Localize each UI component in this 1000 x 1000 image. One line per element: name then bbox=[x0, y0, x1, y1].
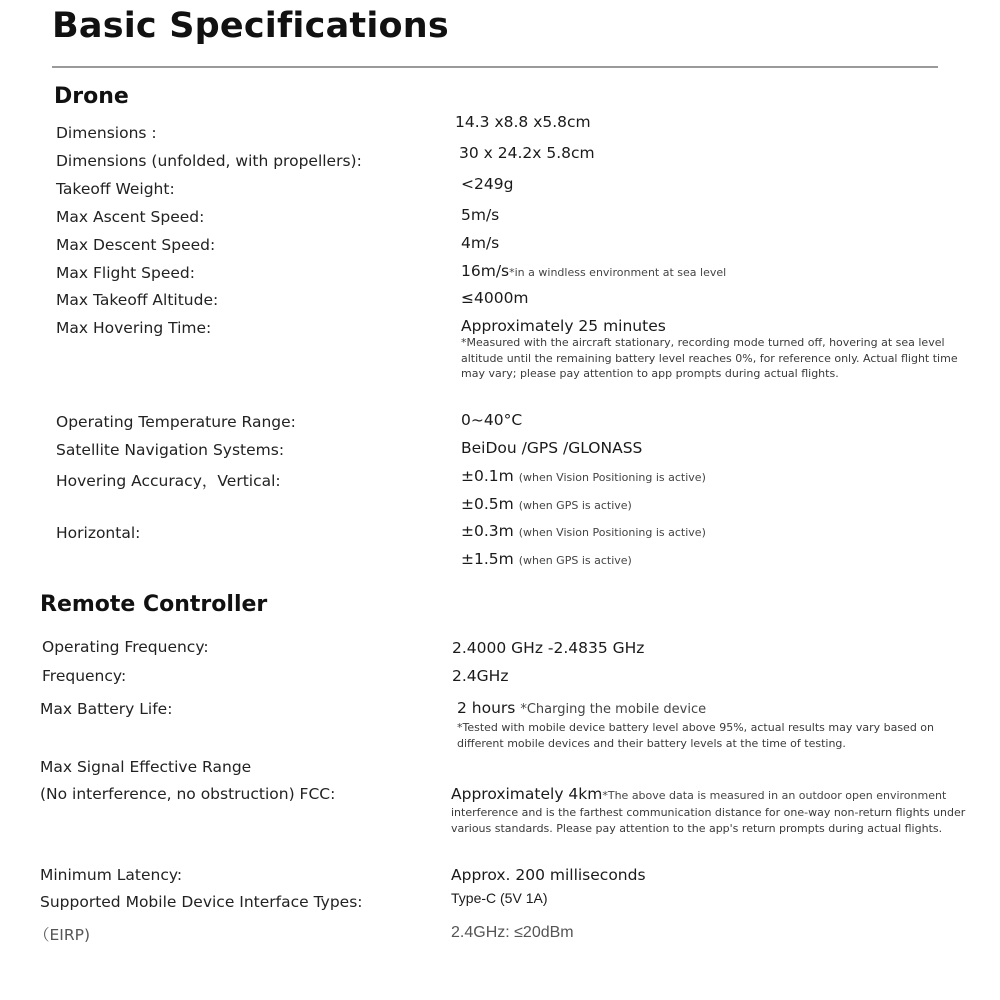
horizontal-gps-accuracy bbox=[461, 550, 632, 568]
operating-frequency-label: Operating Frequency: bbox=[42, 638, 209, 656]
takeoff-weight-label: Takeoff Weight: bbox=[56, 180, 175, 198]
remote-controller-section-heading: Remote Controller bbox=[40, 592, 268, 617]
eirp-label: （EIRP) bbox=[34, 926, 91, 944]
max-flight-speed-label: Max Flight Speed: bbox=[56, 264, 195, 282]
satellite-navigation-label: Satellite Navigation Systems: bbox=[56, 441, 285, 459]
horizontal-vision-accuracy bbox=[461, 522, 706, 540]
max-takeoff-altitude-value: ≤4000m bbox=[461, 289, 529, 307]
unfolded-dimensions-value: 30 x 24.2x 5.8cm bbox=[459, 144, 595, 162]
horizontal-vision-value: ±0.3m bbox=[461, 522, 514, 540]
dimensions-label: Dimensions : bbox=[56, 124, 157, 142]
operating-frequency-value: 2.4000 GHz -2.4835 GHz bbox=[452, 639, 645, 657]
drone-section-heading: Drone bbox=[54, 84, 129, 109]
max-battery-life-value bbox=[457, 699, 706, 717]
operating-temperature-value: 0~40°C bbox=[461, 411, 523, 429]
max-signal-range-label: Max Signal Effective Range bbox=[40, 758, 252, 776]
interface-types-label: Supported Mobile Device Interface Types: bbox=[40, 893, 363, 911]
satellite-navigation-value: BeiDou /GPS /GLONASS bbox=[461, 439, 643, 457]
max-flight-speed-number: 16m/s bbox=[461, 262, 510, 280]
dimensions-value: 14.3 x8.8 x5.8cm bbox=[455, 113, 591, 131]
interface-types-value: Type-C (5V 1A) bbox=[451, 890, 548, 906]
frequency-value: 2.4GHz bbox=[452, 667, 509, 685]
max-signal-range-condition-label: (No interference, no obstruction) FCC: bbox=[40, 785, 336, 803]
title-divider bbox=[52, 66, 938, 68]
max-flight-speed-note: *in a windless environment at sea level bbox=[509, 266, 727, 279]
vertical-gps-note: (when GPS is active) bbox=[518, 499, 632, 512]
max-takeoff-altitude-label: Max Takeoff Altitude: bbox=[56, 291, 219, 309]
vertical-gps-value: ±0.5m bbox=[461, 495, 514, 513]
max-ascent-speed-value: 5m/s bbox=[461, 206, 500, 224]
max-hovering-time-note: *Measured with the aircraft stationary, recording mode turned off, hovering at sea level altitude until the remaining battery level reaches 0%, for reference only. Actual flight time may vary; please pay attention to app prompts during actual flights. bbox=[461, 336, 958, 380]
vertical-gps-accuracy bbox=[461, 495, 632, 513]
unfolded-dimensions-label: Dimensions (unfolded, with propellers): bbox=[56, 152, 362, 170]
max-battery-life-note: *Tested with mobile device battery level above 95%, actual results may vary based on different mobile devices and their battery levels at the time of testing. bbox=[457, 721, 935, 750]
page-title: Basic Specifications bbox=[52, 6, 449, 46]
max-signal-range-number: Approximately 4km bbox=[451, 785, 603, 803]
takeoff-weight-value: <249g bbox=[461, 175, 514, 193]
max-ascent-speed-label: Max Ascent Speed: bbox=[56, 208, 205, 226]
max-hovering-time-label: Max Hovering Time: bbox=[56, 319, 212, 337]
hovering-accuracy-vertical-label: Hovering Accuracy，Vertical: bbox=[56, 472, 281, 490]
max-battery-life-inline-note: *Charging the mobile device bbox=[520, 702, 707, 717]
eirp-value: 2.4GHz: ≤20dBm bbox=[451, 924, 574, 941]
vertical-vision-accuracy bbox=[461, 467, 706, 485]
hovering-accuracy-horizontal-label: Horizontal: bbox=[56, 524, 141, 542]
minimum-latency-label: Minimum Latency: bbox=[40, 866, 183, 884]
max-signal-range-value bbox=[451, 785, 946, 803]
max-descent-speed-value: 4m/s bbox=[461, 234, 500, 252]
horizontal-vision-note: (when Vision Positioning is active) bbox=[518, 526, 706, 539]
max-descent-speed-label: Max Descent Speed: bbox=[56, 236, 216, 254]
max-signal-range-note: interference and is the farthest communication distance for one-way non-return flights under various standards. Please pay attention to the app's return prompts during actual flights. bbox=[451, 806, 966, 835]
operating-temperature-label: Operating Temperature Range: bbox=[56, 413, 296, 431]
max-flight-speed-value bbox=[461, 262, 726, 280]
vertical-vision-note: (when Vision Positioning is active) bbox=[518, 471, 706, 484]
max-hovering-time-value: Approximately 25 minutes bbox=[461, 317, 666, 335]
max-signal-range-inline-note: *The above data is measured in an outdoor open environment bbox=[602, 789, 947, 802]
max-battery-life-number: 2 hours bbox=[457, 699, 516, 717]
max-battery-life-label: Max Battery Life: bbox=[40, 700, 173, 718]
horizontal-gps-value: ±1.5m bbox=[461, 550, 514, 568]
vertical-vision-value: ±0.1m bbox=[461, 467, 514, 485]
minimum-latency-value: Approx. 200 milliseconds bbox=[451, 866, 646, 884]
frequency-label: Frequency: bbox=[42, 667, 127, 685]
horizontal-gps-note: (when GPS is active) bbox=[518, 554, 632, 567]
